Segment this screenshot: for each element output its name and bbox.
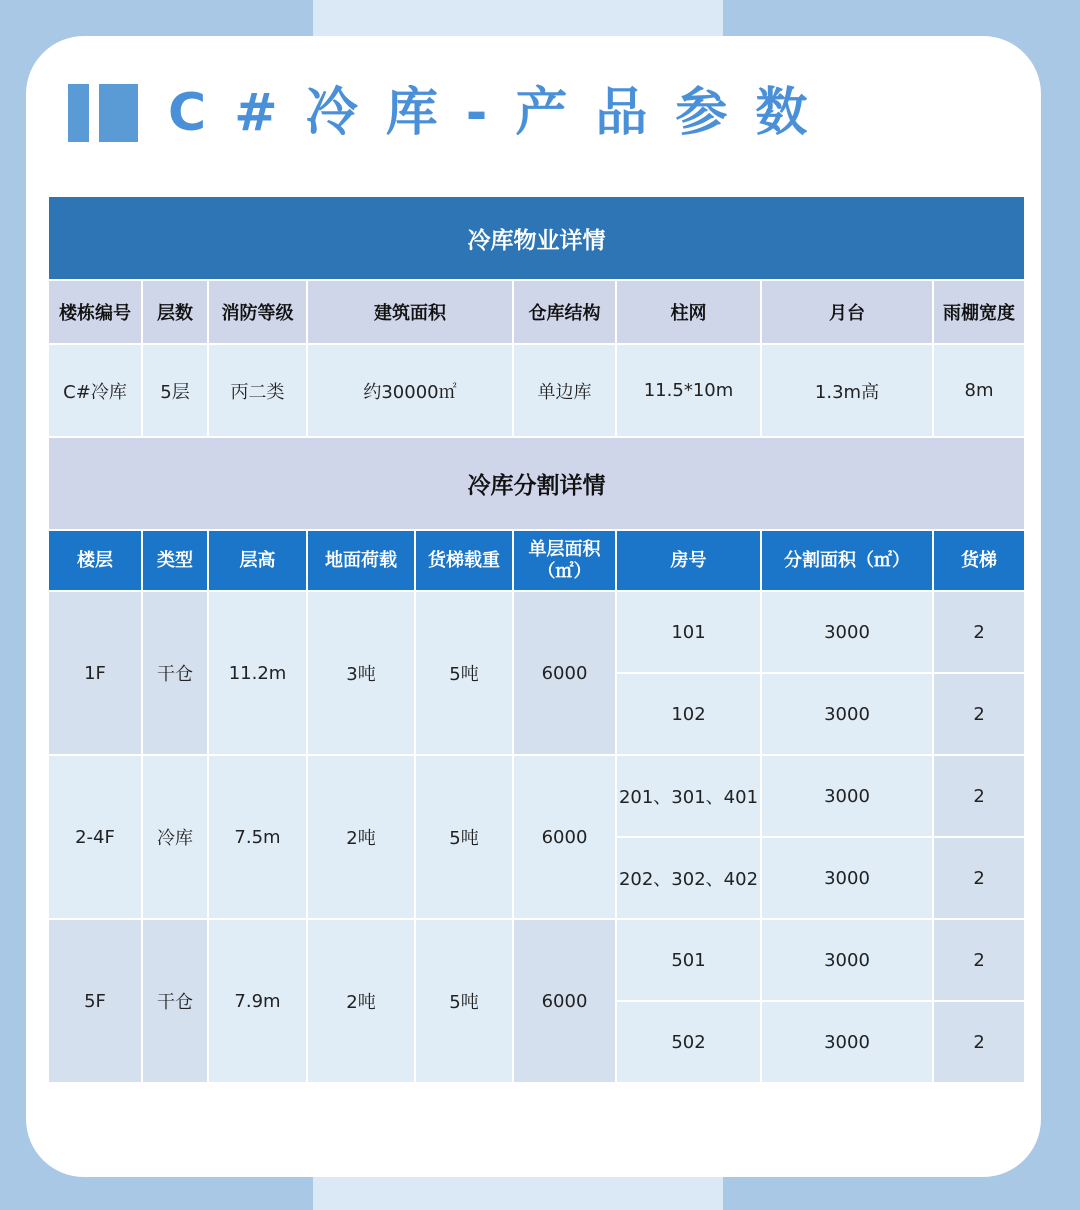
elevator-count-cell: 2 [933, 755, 1025, 837]
property-header-cell: 建筑面积 [307, 280, 513, 344]
room-area-cell: 3000 [761, 755, 933, 837]
room-area-cell: 3000 [761, 591, 933, 673]
elevator-load-cell: 5吨 [415, 755, 513, 919]
elevator-count-cell: 2 [933, 591, 1025, 673]
property-header-row [48, 280, 1025, 344]
division-header-cell: 房号 [616, 530, 761, 591]
floor-cell: 5F [48, 919, 142, 1083]
floor-cell: 2-4F [48, 755, 142, 919]
room-cell: 202、302、402 [616, 837, 761, 919]
floor-cell: 1F [48, 591, 142, 755]
property-header-cell: 层数 [142, 280, 208, 344]
division-header-cell: 楼层 [48, 530, 142, 591]
property-value-row [48, 344, 1025, 437]
area-cell: 6000 [513, 755, 616, 919]
division-header-row [48, 530, 1025, 591]
elevator-load-cell: 5吨 [415, 919, 513, 1083]
property-value-cell: C#冷库 [48, 344, 142, 437]
property-header-cell: 消防等级 [208, 280, 307, 344]
table-row [48, 591, 1025, 673]
division-header-cell: 地面荷载 [307, 530, 415, 591]
floor-load-cell: 2吨 [307, 919, 415, 1083]
page-title: C#冷库-产品参数 [168, 83, 836, 143]
property-value-cell: 8m [933, 344, 1025, 437]
area-cell: 6000 [513, 591, 616, 755]
division-section-title: 冷库分割详情 [48, 437, 1025, 530]
floor-load-cell: 3吨 [307, 591, 415, 755]
elevator-count-cell: 2 [933, 1001, 1025, 1083]
elevator-load-cell: 5吨 [415, 591, 513, 755]
type-cell: 干仓 [142, 919, 208, 1083]
division-header-cell: 层高 [208, 530, 307, 591]
table-row [48, 919, 1025, 1001]
height-cell: 11.2m [208, 591, 307, 755]
property-value-cell: 丙二类 [208, 344, 307, 437]
property-value-cell: 5层 [142, 344, 208, 437]
height-cell: 7.9m [208, 919, 307, 1083]
property-value-cell: 约30000㎡ [307, 344, 513, 437]
property-value-cell: 11.5*10m [616, 344, 761, 437]
room-area-cell: 3000 [761, 837, 933, 919]
property-section-title: 冷库物业详情 [48, 196, 1025, 280]
division-header-cell: 货梯载重 [415, 530, 513, 591]
division-header-cell: 类型 [142, 530, 208, 591]
property-value-cell: 1.3m高 [761, 344, 933, 437]
division-section-header-row [48, 437, 1025, 530]
type-cell: 干仓 [142, 591, 208, 755]
property-header-cell: 雨棚宽度 [933, 280, 1025, 344]
property-header-cell: 柱网 [616, 280, 761, 344]
property-header-cell: 仓库结构 [513, 280, 616, 344]
title-bar-icon [68, 84, 138, 142]
table-row [48, 755, 1025, 837]
elevator-count-cell: 2 [933, 673, 1025, 755]
room-cell: 102 [616, 673, 761, 755]
height-cell: 7.5m [208, 755, 307, 919]
division-header-cell: 单层面积（㎡） [513, 530, 616, 591]
room-cell: 201、301、401 [616, 755, 761, 837]
room-cell: 502 [616, 1001, 761, 1083]
division-header-cell: 货梯 [933, 530, 1025, 591]
room-cell: 101 [616, 591, 761, 673]
room-cell: 501 [616, 919, 761, 1001]
area-cell: 6000 [513, 919, 616, 1083]
background-strip-top [313, 0, 723, 40]
property-value-cell: 单边库 [513, 344, 616, 437]
type-cell: 冷库 [142, 755, 208, 919]
elevator-count-cell: 2 [933, 837, 1025, 919]
room-area-cell: 3000 [761, 919, 933, 1001]
room-area-cell: 3000 [761, 1001, 933, 1083]
property-section-header-row [48, 196, 1025, 280]
parameter-table [47, 195, 1026, 1084]
elevator-count-cell: 2 [933, 919, 1025, 1001]
division-header-cell: 分割面积（㎡） [761, 530, 933, 591]
room-area-cell: 3000 [761, 673, 933, 755]
floor-load-cell: 2吨 [307, 755, 415, 919]
property-header-cell: 月台 [761, 280, 933, 344]
property-header-cell: 楼栋编号 [48, 280, 142, 344]
